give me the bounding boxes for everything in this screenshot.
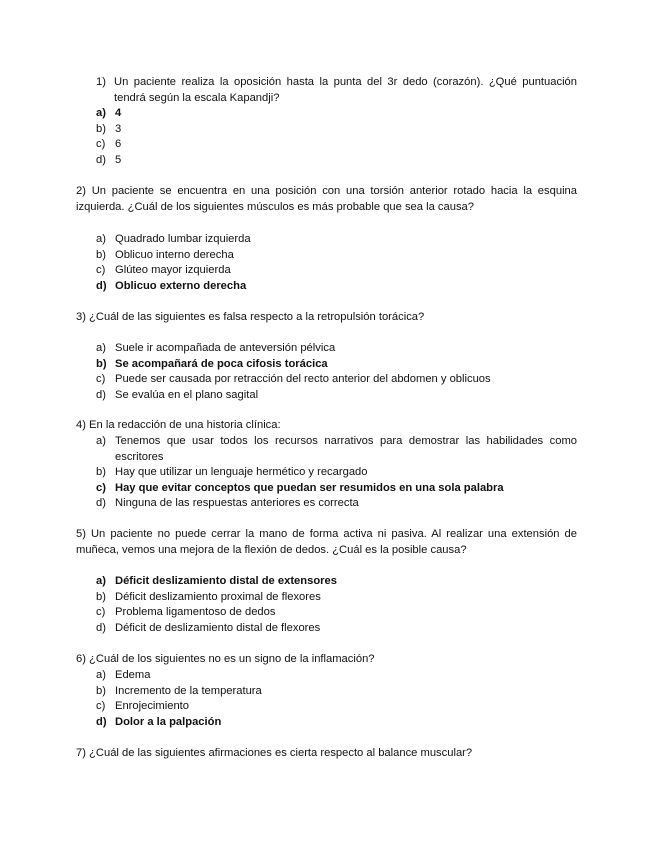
question-7-text: 7) ¿Cuál de las siguientes afirmaciones es cierta respecto al balance muscular?	[76, 747, 473, 759]
option-2c: c) Glúteo mayor izquierda	[96, 264, 231, 277]
question-3	[76, 310, 577, 326]
question-1-text: Un paciente realiza la oposición hasta la punta del 3r dedo (corazón). ¿Qué puntuación tendrá según la escala Kapandji?	[114, 76, 577, 104]
question-5-text: 5) Un paciente no puede cerrar la mano de forma activa ni pasiva. Al realizar una extensión de muñeca, vemos una mejora de la flexión de dedos. ¿Cuál es la posible causa?	[76, 528, 577, 556]
question-5	[76, 527, 577, 558]
option-6b: b) Incremento de la temperatura	[96, 684, 262, 697]
option-3c: c) Puede ser causada por retracción del recto anterior del abdomen y oblicuos	[96, 373, 491, 386]
question-1-options	[96, 106, 577, 168]
option-4c: c) Hay que evitar conceptos que puedan ser resumidos en una sola palabra	[96, 481, 504, 494]
question-1	[96, 75, 577, 106]
question-2-text: 2) Un paciente se encuentra en una posición con una torsión anterior rotado hacia la esquina izquierda. ¿Cuál de los siguientes músculos es más probable que sea la causa?	[76, 185, 577, 213]
option-1b: b) 3	[96, 122, 122, 135]
question-4-options	[96, 434, 577, 512]
option-5b: b) Déficit deslizamiento proximal de flexores	[96, 590, 321, 603]
option-3d: d) Se evalúa en el plano sagital	[96, 388, 259, 401]
question-4-text: 4) En la redacción de una historia clínica:	[76, 419, 281, 431]
question-2	[76, 184, 577, 215]
question-4	[76, 418, 577, 434]
option-3b: b) Se acompañará de poca cifosis torácica	[96, 357, 328, 370]
question-5-options	[96, 574, 577, 636]
option-4b: b) Hay que utilizar un lenguaje hermético y recargado	[96, 466, 368, 479]
option-1c: c) 6	[96, 138, 122, 151]
question-7	[76, 746, 577, 762]
question-3-options	[96, 341, 577, 403]
question-2-options	[96, 232, 577, 294]
option-2a: a) Quadrado lumbar izquierda	[96, 233, 251, 245]
option-5d: d) Déficit de deslizamiento distal de flexores	[96, 621, 321, 634]
option-4a: a) Tenemos que usar todos los recursos narrativos para demostrar las habilidades como escritores	[96, 435, 577, 463]
option-6d: d) Dolor a la palpación	[96, 715, 222, 728]
option-2d: d) Oblicuo externo derecha	[96, 279, 247, 292]
option-1d: d) 5	[96, 153, 122, 166]
option-3a: a) Suele ir acompañada de anteversión pélvica	[96, 342, 336, 354]
question-6-options	[96, 668, 577, 730]
question-6-text: 6) ¿Cuál de los siguientes no es un signo de la inflamación?	[76, 653, 375, 665]
question-6	[76, 652, 577, 668]
question-1-number: 1)	[96, 76, 106, 88]
option-1a: a) 4	[96, 107, 122, 119]
option-5a: a) Déficit deslizamiento distal de extensores	[96, 575, 337, 587]
option-2b: b) Oblicuo interno derecha	[96, 248, 234, 261]
option-4d: d) Ninguna de las respuestas anteriores es correcta	[96, 497, 359, 510]
question-3-text: 3) ¿Cuál de las siguientes es falsa respecto a la retropulsión torácica?	[76, 311, 425, 323]
option-6a: a) Edema	[96, 669, 151, 681]
option-6c: c) Enrojecimiento	[96, 700, 189, 713]
option-5c: c) Problema ligamentoso de dedos	[96, 606, 276, 619]
